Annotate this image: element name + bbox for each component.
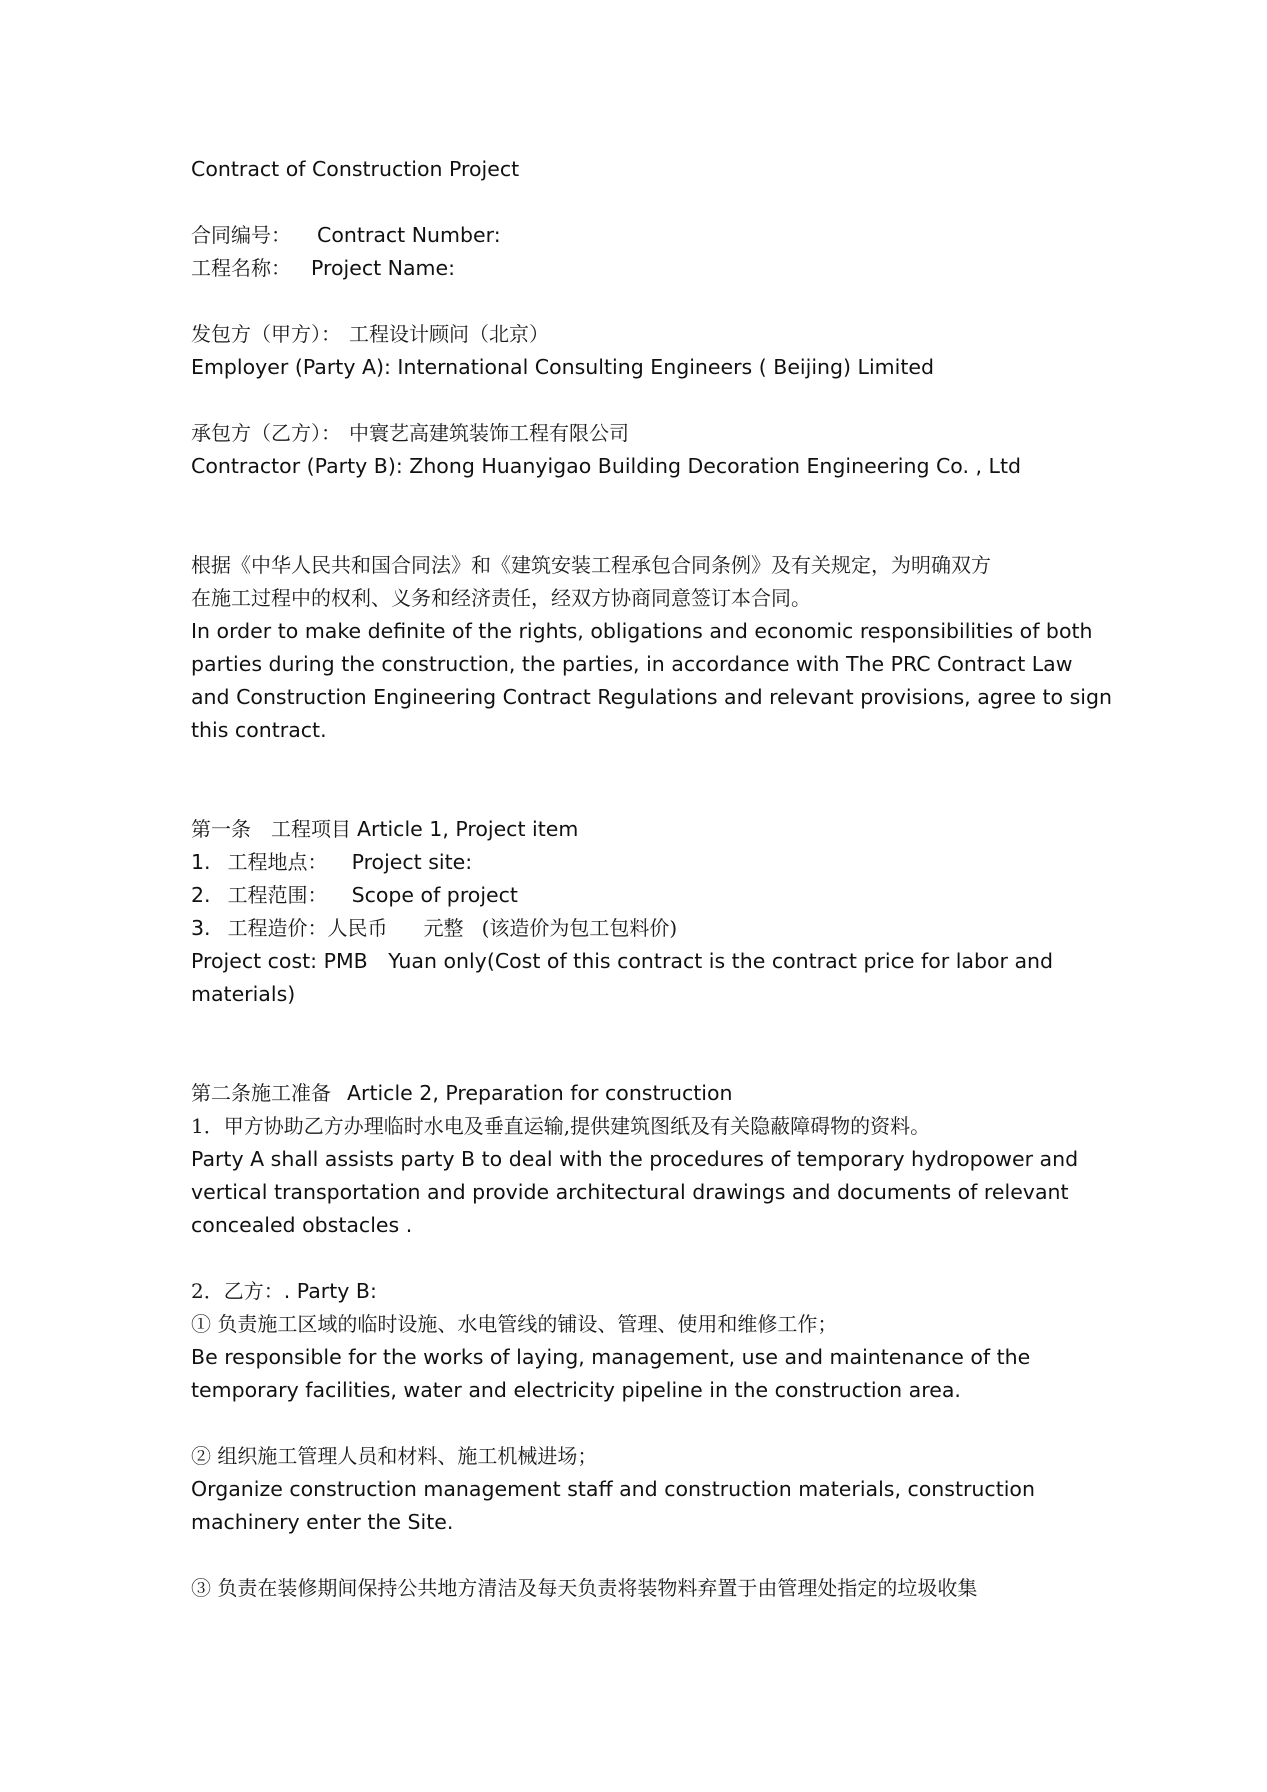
article-2-heading	[191, 1077, 733, 1110]
item-2-label-en: . Party B:	[283, 1279, 377, 1303]
article-2-item-1-en-line-3: concealed obstacles .	[191, 1213, 413, 1237]
article-2-heading-en: Article 2, Preparation for construction	[347, 1081, 733, 1105]
item-2-label-zh: 2．乙方：	[191, 1279, 284, 1303]
document-title: Contract of Construction Project	[191, 157, 520, 181]
project-cost-en-line-1: Project cost: PMB Yuan only(Cost of this contract is the contract price for labor and	[191, 949, 1054, 973]
item-label-zh: 工程范围：	[227, 883, 328, 907]
article-1-item-2	[191, 879, 518, 912]
article-1-item-1	[191, 846, 472, 879]
contractor-en-line: Contractor (Party B): Zhong Huanyigao Building Decoration Engineering Co. , Ltd	[191, 454, 1022, 478]
employer-zh-line	[191, 318, 549, 351]
item-label-en: Project site:	[351, 850, 473, 874]
item-label-en: Scope of project	[351, 883, 518, 907]
sub-item-1-en-line-1: Be responsible for the works of laying, management, use and maintenance of the	[191, 1345, 1031, 1369]
contractor-label-zh: 承包方（乙方）：	[191, 421, 341, 445]
sub-item-3-zh: ③ 负责在装修期间保持公共地方清洁及每天负责将装物料弃置于由管理处指定的垃圾收集	[191, 1576, 978, 1600]
article-2-heading-zh: 第二条施工准备	[191, 1081, 331, 1105]
preamble-zh-line-1: 根据《中华人民共和国合同法》和《建筑安装工程承包合同条例》及有关规定，为明确双方	[191, 553, 991, 577]
item-label-zh: 工程地点：	[227, 850, 328, 874]
project-cost-en-line-2: materials)	[191, 982, 296, 1006]
article-2-item-1-zh: 1．甲方协助乙方办理临时水电及垂直运输,提供建筑图纸及有关隐蔽障碍物的资料。	[191, 1114, 931, 1138]
contract-number-label-zh: 合同编号：	[191, 223, 291, 247]
item-note-zh: (该造价为包工包料价)	[481, 916, 678, 940]
preamble-en-line-3: and Construction Engineering Contract Regulations and relevant provisions, agree to sign	[191, 685, 1112, 709]
preamble-en-line-4: this contract.	[191, 718, 327, 742]
project-name-line	[191, 252, 455, 285]
item-number: 2.	[191, 883, 211, 907]
contractor-zh-line	[191, 417, 629, 450]
preamble-en-line-2: parties during the construction, the parties, in accordance with The PRC Contract Law	[191, 652, 1073, 676]
item-label-zh: 工程造价：人民币	[227, 916, 388, 940]
item-number: 3.	[191, 916, 211, 940]
employer-label-zh: 发包方（甲方）：	[191, 322, 341, 346]
article-2-item-1-en-line-2: vertical transportation and provide architectural drawings and documents of relevant	[191, 1180, 1069, 1204]
employer-en-line: Employer (Party A): International Consulting Engineers ( Beijing) Limited	[191, 355, 934, 379]
contract-number-line	[191, 219, 501, 252]
project-name-label-en: Project Name:	[311, 256, 456, 280]
contract-number-label-en: Contract Number:	[317, 223, 501, 247]
article-2-item-1-en-line-1: Party A shall assists party B to deal with the procedures of temporary hydropower and	[191, 1147, 1079, 1171]
sub-item-1-en-line-2: temporary facilities, water and electricity pipeline in the construction area.	[191, 1378, 961, 1402]
contractor-name-zh: 中寰艺高建筑装饰工程有限公司	[349, 421, 629, 445]
article-1-heading-en: Article 1, Project item	[357, 817, 579, 841]
article-1-heading-zh: 第一条 工程项目	[191, 817, 351, 841]
sub-item-2-en-line-1: Organize construction management staff and construction materials, construction	[191, 1477, 1035, 1501]
article-1-heading	[191, 813, 578, 846]
sub-item-2-en-line-2: machinery enter the Site.	[191, 1510, 454, 1534]
article-1-item-3	[191, 912, 677, 945]
project-name-label-zh: 工程名称：	[191, 256, 291, 280]
item-number: 1.	[191, 850, 211, 874]
employer-name-zh: 工程设计顾问（北京）	[349, 322, 549, 346]
sub-item-1-zh: ① 负责施工区域的临时设施、水电管线的铺设、管理、使用和维修工作；	[191, 1312, 838, 1336]
sub-item-2-zh: ② 组织施工管理人员和材料、施工机械进场；	[191, 1444, 598, 1468]
article-2-item-2	[191, 1275, 377, 1308]
preamble-zh-line-2: 在施工过程中的权利、义务和经济责任，经双方协商同意签订本合同。	[191, 586, 811, 610]
preamble-en-line-1: In order to make definite of the rights, obligations and economic responsibilities of both	[191, 619, 1093, 643]
item-unit-zh: 元整	[423, 916, 464, 940]
